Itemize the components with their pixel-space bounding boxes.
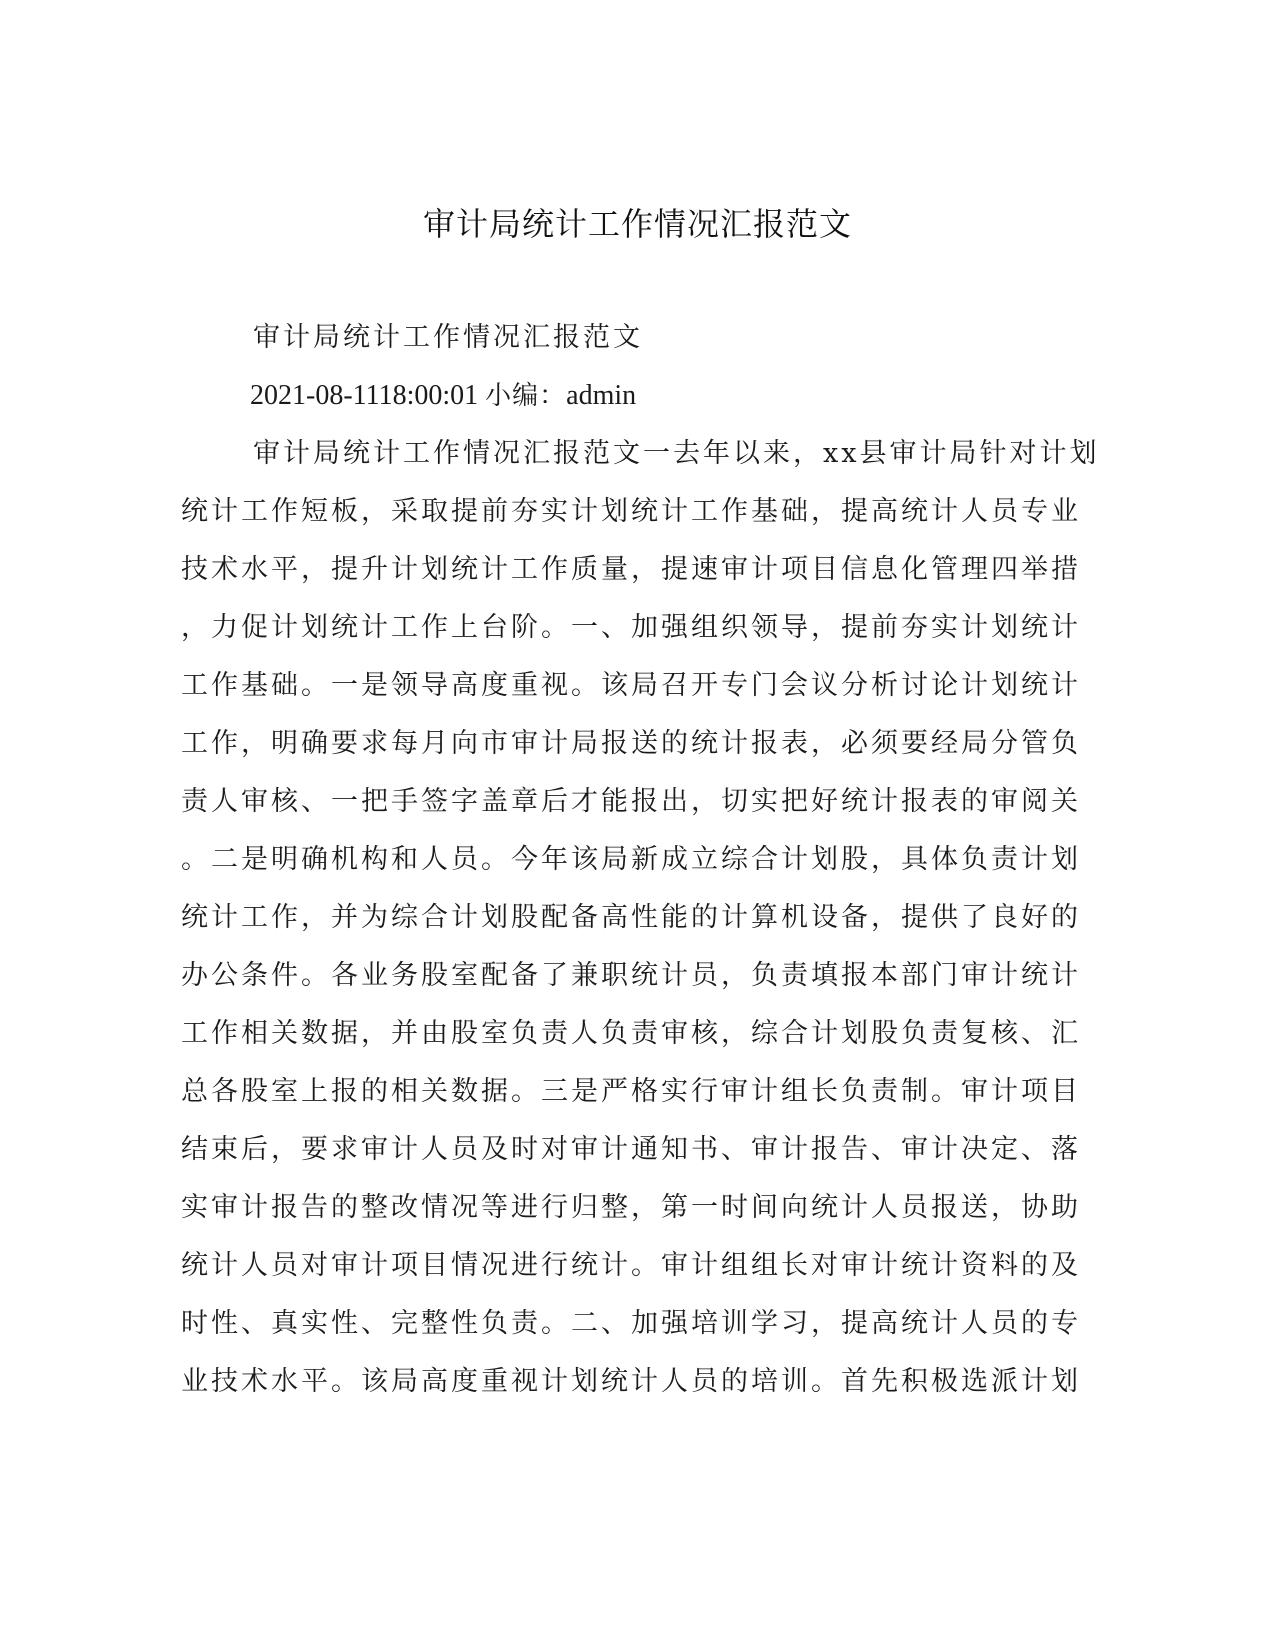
document-subtitle: 审计局统计工作情况汇报范文 — [253, 322, 643, 353]
paragraph-line: 技术水平，提升计划统计工作质量，提速审计项目信息化管理四举措 — [181, 554, 1081, 585]
paragraph-line: 结束后，要求审计人员及时对审计通知书、审计报告、审计决定、落 — [181, 1134, 1081, 1165]
document-meta — [250, 376, 636, 416]
paragraph-line: 时性、真实性、完整性负责。二、加强培训学习，提高统计人员的专 — [181, 1308, 1081, 1339]
paragraph-line: 实审计报告的整改情况等进行归整，第一时间向统计人员报送，协助 — [181, 1192, 1081, 1223]
paragraph-line: 统计工作，并为综合计划股配备高性能的计算机设备，提供了良好的 — [181, 902, 1081, 933]
publish-datetime: 2021-08-1118:00:01 — [250, 380, 479, 411]
paragraph-line: 业技术水平。该局高度重视计划统计人员的培训。首先积极选派计划 — [181, 1366, 1081, 1397]
paragraph-line: 工作基础。一是领导高度重视。该局召开专门会议分析讨论计划统计 — [181, 670, 1081, 701]
paragraph-line: 办公条件。各业务股室配备了兼职统计员，负责填报本部门审计统计 — [181, 960, 1081, 991]
paragraph-line: 。二是明确机构和人员。今年该局新成立综合计划股，具体负责计划 — [181, 844, 1081, 875]
editor-label: 小编： — [485, 381, 567, 411]
paragraph-line: ，力促计划统计工作上台阶。一、加强组织领导，提前夯实计划统计 — [181, 612, 1081, 643]
paragraph-line: 审计局统计工作情况汇报范文一去年以来，xx县审计局针对计划 — [253, 438, 1100, 469]
paragraph-line: 工作相关数据，并由股室负责人负责审核，综合计划股负责复核、汇 — [181, 1018, 1081, 1049]
editor-name: admin — [566, 380, 637, 411]
paragraph-line: 工作，明确要求每月向市审计局报送的统计报表，必须要经局分管负 — [181, 728, 1081, 759]
paragraph-line: 责人审核、一把手签字盖章后才能报出，切实把好统计报表的审阅关 — [181, 786, 1081, 817]
document-title: 审计局统计工作情况汇报范文 — [422, 205, 852, 243]
paragraph-line: 统计人员对审计项目情况进行统计。审计组组长对审计统计资料的及 — [181, 1250, 1081, 1281]
paragraph-line: 总各股室上报的相关数据。三是严格实行审计组长负责制。审计项目 — [181, 1076, 1081, 1107]
paragraph-line: 统计工作短板，采取提前夯实计划统计工作基础，提高统计人员专业 — [181, 496, 1081, 527]
